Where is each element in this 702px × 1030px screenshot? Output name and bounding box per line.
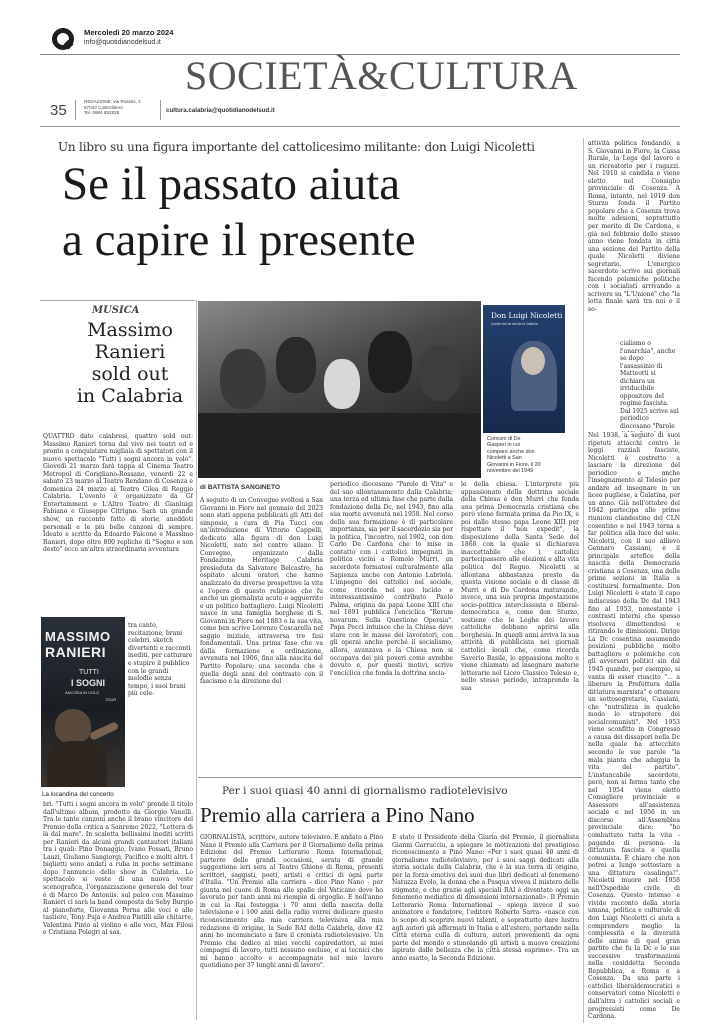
nano-title: Premio alla carriera a Pino Nano: [200, 803, 475, 827]
right-col-top: attività politica fondando, a S. Giovanni in Fiore, la Cassa Rurale, la Lega del lavoro e un ricreatorio per i ragazzi. Nel 1910 si candida e viene eletto nel Consiglio provinciale di Cosenza. A Roma, intanto, nel 1919 don Sturzo fonda il Partito popolare che a Cosenza trova molte adesioni, soprattutto per merito di De Cardona, e già nel febbraio dello stesso anno viene fondata in città una sezione del Partito della quale Nicoletti diviene segretario. L'energico sacerdote scrive sui giornali facendo polemiche politiche con i socialisti arrivando a scrivere su "L'Unione" che "la lotta finale sarà tra noi e il so-: [588, 140, 680, 314]
right-col-mid: cialismo o l'anarchia", anche se dopo l'assassinio di Matteotti si dichiara un irriducibile oppositore del regime fascista. Dal 1925 scrive sul periodico diocesano "Parole: [620, 340, 679, 431]
photo-caption: Comizio di De Gasperi in cui compare anche don Nicoletti a San Giovanni in Fiore, il 20 novembre del 1949: [487, 436, 541, 475]
article-col-1: A seguito di un Convegno svoltosi a San Giovanni in Fiore nel gennaio del 2023 sono stati appena pubblicati gli Atti del simposio, a cura di Pia Tucci con un'introduzione di Vittorio Cappelli, dedicato alla figura di don Luigi Nicoletti, nato nel centro silano. Il Convegno, organizzato dalla Fondazione Heritage Calabria presieduta da Salvatore Belcastro, ha ospitato alcuni oratori che hanno analizzato da diverse prospettive la vita e l'opera di questo religioso che fu anche un giornalista acuto e agguerrito e un politico battagliero. Luigi Nicoletti nasce in una famiglia borghese di S. Giovanni in Fiore nel 1883 e la sua vita, come ben scrive Lorenzo Coscarella nel saggio iniziale, attraversa tre fasi fondamentali. Una prima fase che va dalla formazione e ordinazione, avvenuta nel 1906, fino alla nascita del Partito Popolare; una seconda che è quella degli anni del contrasto con il fascismo e la direzione del: [200, 497, 323, 686]
masthead: [40, 22, 680, 130]
section-title: SOCIETÀ&CULTURA: [185, 53, 578, 98]
nano-col-1: GIORNALISTA, scrittore, autore televisivo. È andato a Pino Nano il Premio alla Carriera per il Giornalismo della prima Edizione del Premio Letterario Roma International, parterre delle grandi occasioni, serata di grande suggestione ieri sera al Teatro Ghione di Roma, presenti scrittori, saggisti, poeti, artisti e critici di ogni parte d'Italia. "Un Premio alla carriera - dice Pino Nano - per giunta nel cuore di Roma alle spalle del Vaticano dove ho lavorato per tanti anni mi riempie di orgoglio. E nell'anno in cui la Rai festeggia i 70 anni della nascita della televisione e i 100 anni della radio vorrei dedicare questo riconoscimento alla mia carriera televisiva alla mia redazione di origine, la Sede RAI della Calabria, dove 42 anni ho incominciato a fare il cronista radiotelevisivo. Un Premio che dedico ai miei vecchi capiredattori, ai miei compagni di lavoro, tutti nessuno escluso, e ai tecnici che mi hanno accolto e accompagnato nel mio lavoro quotidiano per 37 lunghi anni di lavoro".: [200, 834, 383, 970]
music-title: Massimo Ranieri sold out in Calabria: [76, 319, 184, 407]
byline: di BATTISTA SANGINETO: [200, 484, 280, 491]
music-side-column: tra canto, recitazione, brani celebri, sketch divertenti e racconti inediti, per catturare e stupire il pubblico con le grandi melodie senza tempo, i suoi brani più cele-: [128, 622, 193, 698]
page-number: 35: [50, 102, 67, 119]
redazione-info: REDAZIONE: via Rossini, 2 87040 Castrolibero Tel. 0984 852828: [84, 99, 141, 116]
right-col-bottom: Nel 1938, a seguito di suoi ripetuti attacchi contro le leggi razziali fasciste, Nicoletti è costretto a lasciare la direzione del periodico e anche l'insegnamento al Telesio per andare ad insegnare in un liceo pugliese, a Galatina, per un anno. Già nell'ottobre del 1942 partecipa alle prime riunioni clandestine del CLN cosentino e nel 1943 torna a far politica alla luce del sole. Nicoletti, con il suo allievo Gennaro Cassiani, è il principale artefice della nascita della Democrazia cristiana a Cosenza, una delle prime sezioni in Italia a costituirsi formalmente. Don Luigi Nicoletti è stato il capo indiscusso della Dc dal 1943 fino al 1953, nonostante i contrasti interni che spesso risolveva dimettendosi e ritirando le dimissioni. Dirige La Dc cosentina assumendo posizioni pubbliche molto battagliere e polemiche con gli avversari politici sin dal 1945 quando, per esempio, si vanta di esser riuscito "... a liberare la Prefettura dalla dittatura marxista" e ottenere un sottosegretario, Cassiani, che "nutralizza in qualche modo lo strapotere dei socialcomunisti". Nel 1953 viene sconfitto in Congresso a causa dei dissapori nella Dc nella quale ha attecchito secondo le sue parole "la mala pianta che aduggia la vita del partito". L'instancabile sacerdote, però, non si ferma tanto che nel 1954 viene eletto Consigliere provinciale e Assessore all'assistenza sociale e nel 1956 in un discorso all'Assemblea provinciale dice: "ho combattuto tutta la vita -pagando di persona- la dittatura fascista e quella comunista. È chiaro che non potrei a lungo sottostare a una dittatura casalinga!". Nicoletti muore nel 1958 nell'Ospedale civile di Cosenza. Questo intenso e vivido racconto della storia umana, politica e culturale di don Luigi Nicoletti ci aiuta a comprendere meglio la complessità e la diversità delle anime di quel gran partito che fu la Dc e le sue successive trasformazioni nella cosiddetta Seconda Repubblica, a Roma e a Cosenza. Da una parte i cattolici liberaldemocratici e conservatori come Nicoletti e dall'altra i cattolici sociali e progressisti come De Cardona.: [588, 432, 680, 1021]
main-headline: Se il passato aiuta a capire il presente: [62, 158, 416, 266]
main-kicker: Un libro su una figura importante del cattolicesimo militante: don Luigi Nicoletti: [58, 140, 535, 154]
singer-figure: [55, 709, 91, 743]
logo-icon: [52, 28, 74, 50]
music-tail: bri. "Tutti i sogni ancora in volo" prende il titolo dall'ultimo album, prodotto da Giorgio Vanelli. Tra le tante canzoni anche il brano vincitore del Premio della critica a Sanremo 2022, "Lettera di là dal mare". In scaletta bellissimi inediti scritti per Ranieri da alcuni grandi cantautori italiani tra i quali: Pino Donaggio, Ivano Fossati, Bruno Lauzi, Giuliano Sangiorgi, Pacifico e molti altri. I biglietti sono andati a ruba in poche settimane dopo l'annuncio dello show in Calabria. Lo spettacolo si veste di una nuova veste scenografica, l'organizzazione generale del tour è di Marco De Antoniis: sul palco con Massimo Ranieri ci sarà la band composta da Seby Burgio al pianoforte, Giovanna Perna alle voci e alle tastiere, Tony Puja e Andrea Pistilli alle chitarre, Valentina Pinto al violino e alle voci, Max Filosi e Cristiana Polegri al sax.: [43, 801, 193, 937]
nano-col-2: È stato il Presidente della Giuria del Premio, il giornalista Gianni Garrucciu, a spiegare le motivazioni del prestigioso riconoscimento a Pino Nano: «Per i suoi quasi 40 anni di giornalismo radiotelevisivo, per i suoi saggi dedicati alla storia sociale della Calabria, che è la sua terra di origine, per la forza emotiva dei suoi due libri dedicati al fenomeno Natuzza Evolo, la donna che a Pasqua viveva il mistero delle stigmate, e che grazie agli speciali RAI è diventato oggi un fenomeno mediatico di dimensioni internazionali». Il Premio Letterario Roma International – spiega invece il suo animatore e fondatore, l'editore Roberto Sarra- «nasce con lo scopo di scoprire nuovi talenti, e soprattutto dare lustro agli autori già affermati in Italia e all'estero, portando nella Città eterna culla di cultura, autori provenienti da ogni parte del mondo e stimolando gli artisti a muove creazioni ispirate dalle bellezza che la città stessa esprime». Tra un anno esatto, la Seconda Edizione.: [392, 834, 579, 962]
music-kicker: MUSICA: [92, 305, 140, 316]
nano-kicker: Per i suoi quasi 40 anni di giornalismo radiotelevisivo: [222, 785, 508, 797]
concert-poster: MASSIMO RANIERI TUTTI I SOGNI ANCORA IN VOLO TOUR: [41, 617, 125, 787]
book-cover: Don Luigi Nicoletti Il prete che ha servito la Calabria: [483, 305, 565, 433]
article-col-2: periodico diocesano "Parole di Vita" e del suo allontanamento dalla Calabria; una terza ed ultima fase che parte dalla fondazione della Dc, nel 1943, fino alla sua morte avvenuta nel 1958. Nel corso della sua formazione è di particolare importanza, sia per il sacerdozio sia per la politica, l'incontro, nel 1902, con don Carlo De Cardona che lo mise in contatto con i cattolici impegnati in politica vicini a Romolo Murri, un sacerdote formatosi culturalmente alla Sapienza anche con Antonio Labriola. L'impegno dei cattolici nel sociale, come ricorda nel suo lucido e interessantissimo contributo Paolo Palma, origina da papa Leone XIII che nel 1891 pubblica l'enciclica "Rerum novarum. Sulla Questione Operaia". Papa Pecci intuisce che la Chiesa deve stare con le masse dei lavoratori, con gli operai anche perché il socialismo, allora, avanzava e la Chiesa non si occupava dei più poveri come avrebbe dovuto e, per questi motivi, scrive l'enciclica che fonda la dottrina socia-: [330, 481, 453, 677]
section-email: cultura.calabria@quotidianodelsud.it: [166, 107, 275, 114]
issue-date: Mercoledì 20 marzo 2024: [84, 28, 174, 37]
poster-caption: La locandina del concerto: [42, 791, 114, 798]
music-lead: QUATTRO date calabresi, quattro sold out: Massimo Ranieri torna dal vivo nei teatri ed è pronto a conquistare migliaia di spettatori con il nuovo spettacolo "Tutti i sogni ancora in volo". Giovedì 21 marzo farà tappa al Cinema Teatro Metropol di Corigliano-Rossano, venerdì 22 e sabato 23 marzo al Teatro Rendano di Cosenza e domenica 24 marzo al Teatro Cilea di Reggio Calabria. L'evento è organizzato da Gf Entertainment e L'Altro Teatro di Gianluigi Fabiano e Giuseppe Citrigno. Sarà un grande show, un racconto fatto di storie, aneddoti personali e le più belle canzoni di sempre. Ideato e scritto da Edoardo Falcone e Massimo Ranieri, dopo oltre 800 repliche di "Sogno e son desto" ecco un'altra straordinaria avventura: [43, 433, 193, 554]
article-col-3: le della chiesa. L'interprete più appassionato della dottrina sociale della Chiesa è don Murri che fonda una prima Democrazia cristiana che però viene fermata prima da Pio IX, e poi dallo stesso papa Leone XIII per rispettare il "non expedit", la disposizione della Santa Sede del 1868 con la quale si dichiarava inaccettabile che i cattolici partecipassero alle elezioni e alla vita politica del Regno. Nicoletti si allontana abbastanza presto da questa visione sociale e di classe di Murri e di De Cardona maturando, invece, una sua propria impostazione socio-politica interclassista e liberal-democratica e, come don Sturzo, sostiene che le Leghe dei lavoro cattoliche debbano aprirsi alla borghesia. In quegli anni arriva la sua attività di pubblicista nei giornali cattolici locali che, come ricorda Saverio Basile, lo appassiona molto e viene chiamato ad insegnare materie letterarie nel Liceo Classico Telesio e, nello stesso periodo, intraprende la sua: [461, 481, 579, 692]
header-email: info@quotidianodelsud.it: [84, 39, 161, 46]
music-box-border: [40, 300, 195, 301]
historic-photo: [198, 301, 481, 478]
